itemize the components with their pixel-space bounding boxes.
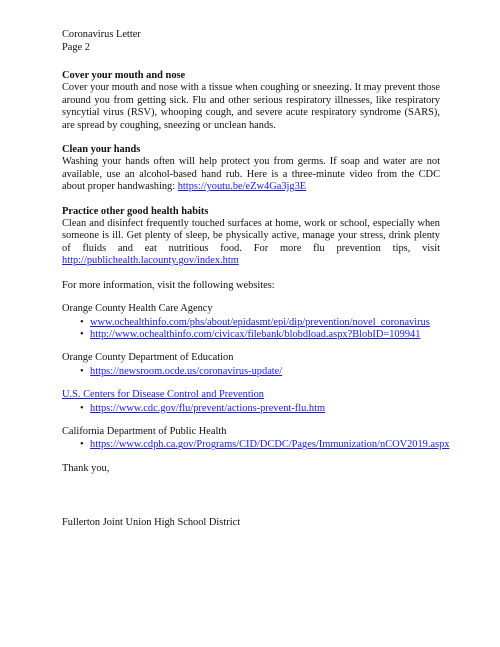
section-text [62,156,440,193]
resource-org-name: Orange County Department of Education [62,352,234,364]
bullet-icon: • [80,316,84,328]
resource-link[interactable]: https://newsroom.ocde.us/coronavirus-update/ [90,365,283,377]
video-link[interactable]: https://youtu.be/eZw4Ga3jg3E [177,181,307,193]
section-cover-mouth [62,70,440,132]
section-heading: Cover your mouth and nose [62,70,186,81]
resources-intro: For more information, visit the following websites: [62,279,275,291]
resource-group-ochca [62,303,440,341]
resource-link[interactable]: www.ochealthinfo.com/phs/about/epidasmt/epi/dip/prevention/novel_coronavirus [90,316,430,328]
resource-group-cdph [62,425,450,452]
list-item [80,329,440,341]
resource-link[interactable]: https://www.cdph.ca.gov/Programs/CID/DCDC/Pages/Immunization/nCOV2019.aspx [90,439,450,451]
bullet-icon: • [80,402,84,414]
page-number: Page 2 [62,41,90,53]
bullet-icon: • [80,439,84,451]
section-clean-hands [62,144,440,194]
section-text-body: Clean and disinfect frequently touched surfaces at home, work or school, especially when someone is ill. Get plenty of sleep, be physically active, manage your stress, drink plenty of fluids and eat nutritious food. For more flu prevention tips, visit [62,218,440,254]
list-item [80,317,440,329]
section-health-habits [62,206,440,268]
section-text: Cover your mouth and nose with a tissue when coughing or sneezing. It may prevent those around you from getting sick. Flu and other serious respiratory illnesses, like respiratory syncytial virus (RSV), whooping cough, and severe acute respiratory syndrome (SARS), are spread by coughing, sneezing or unclean hands. [62,82,440,131]
signature-space [62,475,440,517]
resource-link-list [80,366,440,378]
resource-link-list [80,439,450,451]
resource-link-list [80,317,440,342]
list-item [80,366,440,378]
resource-org-row [62,389,440,401]
publichealth-link[interactable]: http://publichealth.lacounty.gov/index.htm [62,255,239,267]
resource-link[interactable]: https://www.cdc.gov/flu/prevent/actions-prevent-flu.htm [90,402,326,414]
section-heading: Clean your hands [62,144,141,156]
letter-body [62,70,450,530]
signature-text: Fullerton Joint Union High School District [62,517,241,529]
list-item [80,439,450,451]
section-heading: Practice other good health habits [62,205,209,217]
page-header [62,29,141,54]
bullet-icon: • [80,365,84,377]
section-text [62,218,440,268]
list-item [80,403,440,415]
cdc-org-link[interactable]: U.S. Centers for Disease Control and Prevention [62,389,265,401]
letter-title: Coronavirus Letter [62,29,141,40]
resource-org-name: Orange County Health Care Agency [62,303,213,315]
resource-link[interactable]: http://www.ochealthinfo.com/civicax/filebank/blobdload.aspx?BlobID=109941 [90,328,421,340]
resource-group-ocde [62,352,440,378]
section-text-body: Washing your hands often will help protect you from germs. If soap and water are not available, use an alcohol-based hand rub. Here is a three-minute video from the CDC about proper handwashing: [62,156,440,193]
closing-text: Thank you, [62,462,110,474]
resource-link-list [80,403,440,415]
resource-org-name: California Department of Public Health [62,425,227,437]
bullet-icon: • [80,328,84,340]
resource-group-cdc [62,389,440,415]
